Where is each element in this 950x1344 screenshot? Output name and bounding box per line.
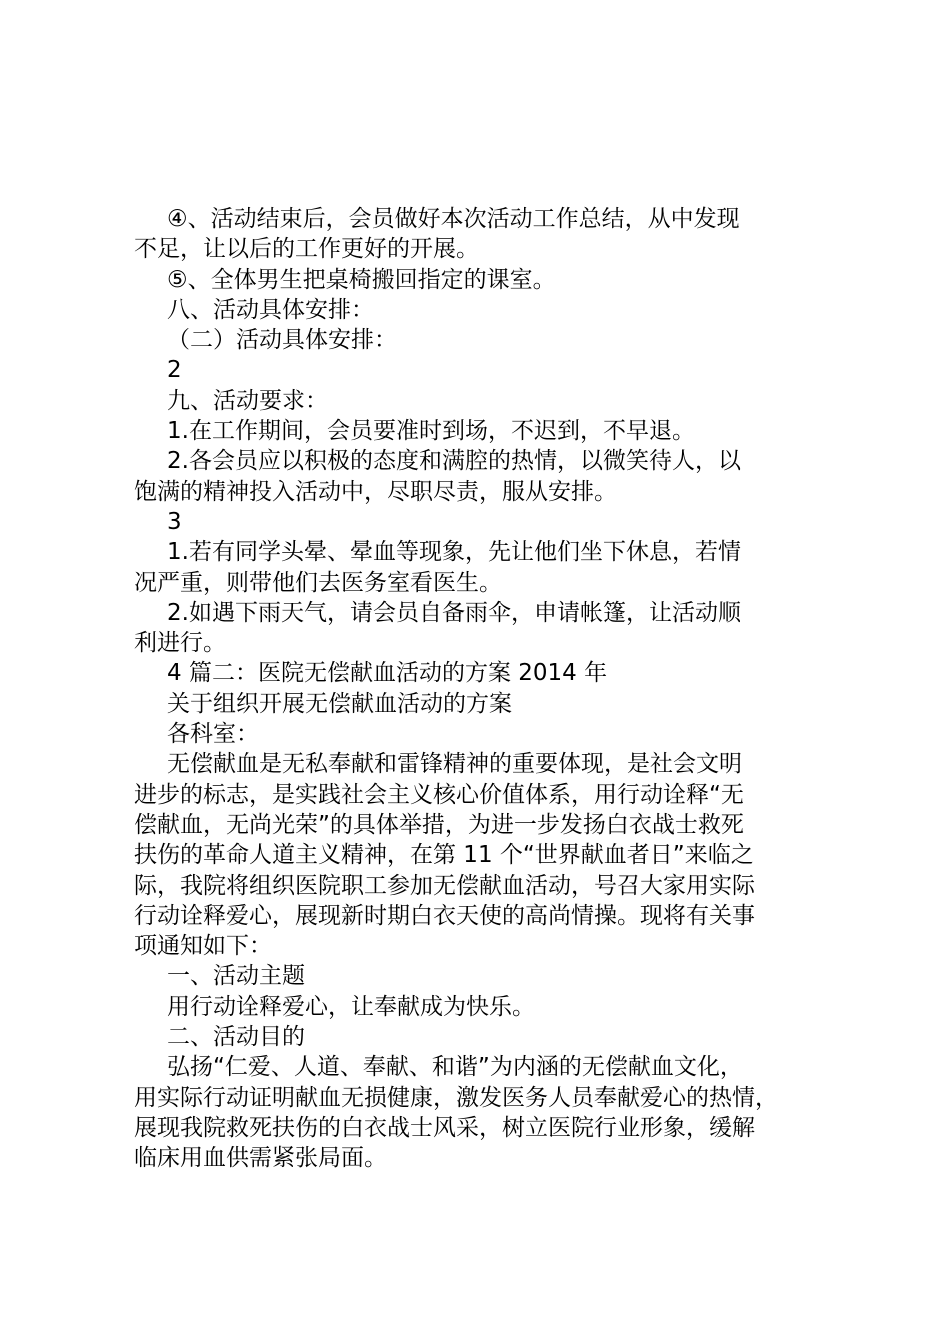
section-number: 3 bbox=[167, 508, 182, 535]
salutation: 各科室： bbox=[167, 721, 259, 748]
text-line: 进步的标志，是实践社会主义核心价值体系，用行动诠释“无 bbox=[134, 781, 744, 808]
section-number: 2 bbox=[167, 357, 182, 384]
text-line: 2.各会员应以积极的态度和满腔的热情，以微笑待人，以 bbox=[167, 448, 741, 475]
section-heading: 一、活动主题 bbox=[167, 963, 305, 990]
text-line: 行动诠释爱心，展现新时期白衣天使的高尚情操。现将有关事 bbox=[134, 902, 755, 929]
subsection-heading: （二）活动具体安排： bbox=[167, 327, 397, 354]
text-line: 扶伤的革命人道主义精神，在第 11 个“世界献血者日”来临之 bbox=[134, 842, 754, 869]
text-line: 不足，让以后的工作更好的开展。 bbox=[134, 236, 479, 263]
text-line: 用实际行动证明献血无损健康，激发医务人员奉献爱心的热情， bbox=[134, 1084, 778, 1111]
text-line: 偿献血，无尚光荣”的具体举措，为进一步发扬白衣战士救死 bbox=[134, 811, 744, 838]
text-line: 2.如遇下雨天气，请会员自备雨伞，申请帐篷，让活动顺 bbox=[167, 599, 741, 626]
document-title: 关于组织开展无偿献血活动的方案 bbox=[167, 690, 512, 717]
document-title-line: 4 篇二：医院无偿献血活动的方案 2014 年 bbox=[167, 660, 608, 687]
text-line: 项通知如下： bbox=[134, 933, 272, 960]
section-heading: 八、活动具体安排： bbox=[167, 296, 374, 323]
text-line: ④、活动结束后，会员做好本次活动工作总结，从中发现 bbox=[167, 206, 740, 232]
text-line: ⑤、全体男生把桌椅搬回指定的课室。 bbox=[167, 266, 556, 293]
text-line: 弘扬“仁爱、人道、奉献、和谐”为内涵的无偿献血文化， bbox=[167, 1054, 743, 1081]
text-line: 用行动诠释爱心，让奉献成为快乐。 bbox=[167, 993, 535, 1020]
text-line: 无偿献血是无私奉献和雷锋精神的重要体现，是社会文明 bbox=[167, 751, 742, 778]
section-heading: 九、活动要求： bbox=[167, 387, 328, 414]
text-line: 1.在工作期间，会员要准时到场，不迟到，不早退。 bbox=[167, 418, 695, 445]
text-line: 展现我院救死扶伤的白衣战士风采，树立医院行业形象，缓解 bbox=[134, 1114, 755, 1141]
text-line: 利进行。 bbox=[134, 630, 226, 657]
document-body bbox=[134, 204, 846, 1174]
text-line: 1.若有同学头晕、晕血等现象，先让他们坐下休息，若情 bbox=[167, 539, 741, 566]
text-line: 临床用血供需紧张局面。 bbox=[134, 1145, 387, 1172]
text-line: 际，我院将组织医院职工参加无偿献血活动，号召大家用实际 bbox=[134, 872, 755, 899]
text-line: 况严重，则带他们去医务室看医生。 bbox=[134, 569, 502, 596]
text-line: 饱满的精神投入活动中，尽职尽责，服从安排。 bbox=[134, 478, 617, 505]
section-heading: 二、活动目的 bbox=[167, 1024, 305, 1051]
